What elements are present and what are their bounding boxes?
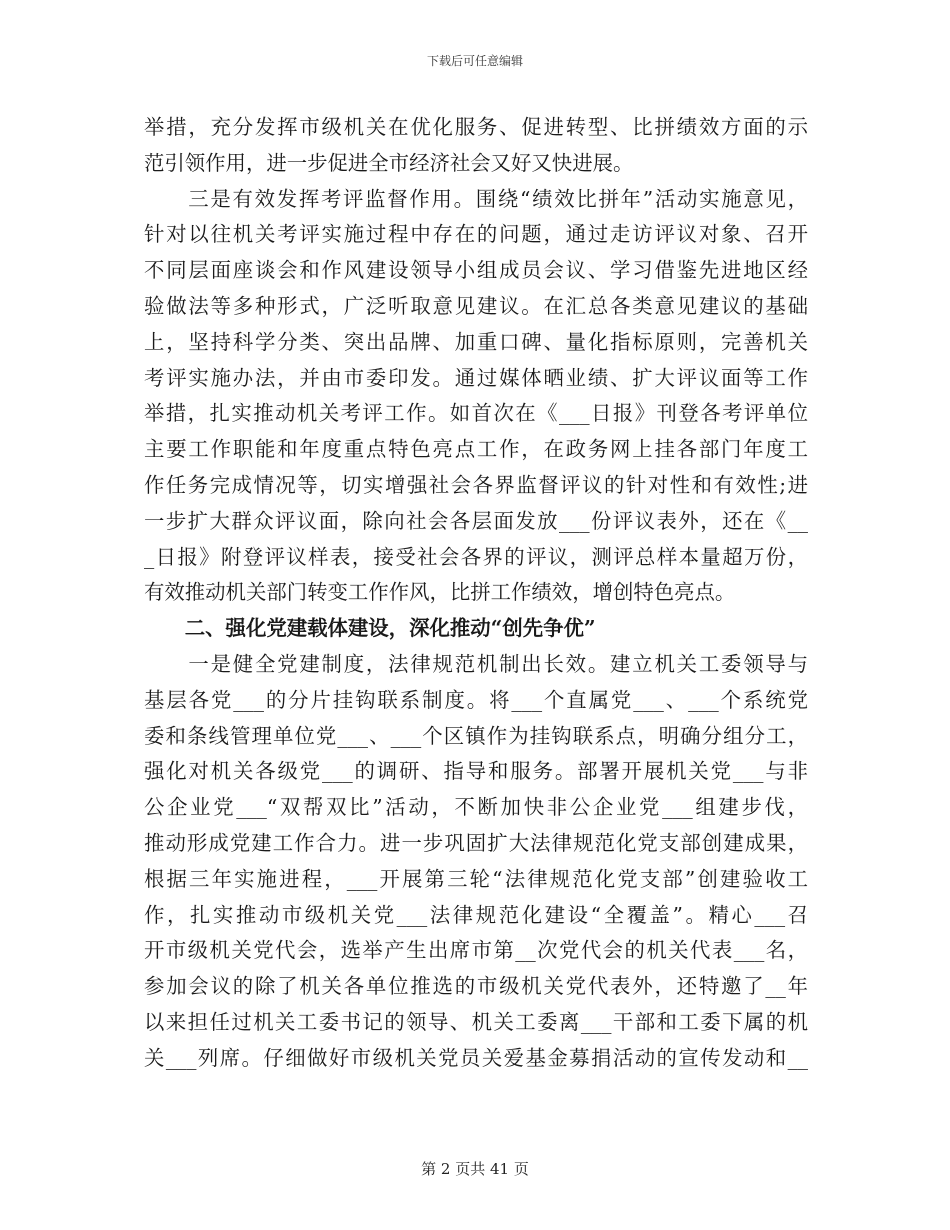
text-line: 有效推动机关部门转变工作作风，比拼工作绩效，增创特色亮点。 <box>144 580 736 605</box>
text-line: 开市级机关党代会，选举产生出席市第__次党代会的机关代表___名， <box>144 938 808 963</box>
text-line: 以来担任过机关工委书记的领导、机关工委离___干部和工委下属的机 <box>144 1009 808 1034</box>
text-line: 范引领作用，进一步促进全市经济社会又好又快进展。 <box>144 150 634 175</box>
text-line: 不同层面座谈会和作风建设领导小组成员会议、学习借鉴先进地区经 <box>144 258 808 283</box>
text-line: 基层各党___的分片挂钩联系制度。将___个直属党___、___个系统党 <box>144 687 808 712</box>
text-line: 委和条线管理单位党___、___个区镇作为挂钩联系点，明确分组分工， <box>144 723 808 748</box>
text-line: 参加会议的除了机关各单位推选的市级机关党代表外，还特邀了__年 <box>144 974 808 999</box>
text-line: 一是健全党建制度，法律规范机制出长效。建立机关工委领导与 <box>144 651 808 676</box>
text-line: 根据三年实施进程，___开展第三轮“法律规范化党支部”创建验收工 <box>144 866 808 891</box>
text-line: 推动形成党建工作合力。进一步巩固扩大法律规范化党支部创建成果， <box>144 830 808 855</box>
text-line: 公企业党___“双帮双比”活动，不断加快非公企业党___组建步伐， <box>144 795 808 820</box>
text-line: 作，扎实推动市级机关党___法律规范化建设“全覆盖”。精心___召 <box>144 902 808 927</box>
text-line: 主要工作职能和年度重点特色亮点工作，在政务网上挂各部门年度工 <box>144 437 808 462</box>
document-body <box>144 110 808 1077</box>
text-line: 针对以往机关考评实施过程中存在的问题，通过走访评议对象、召开 <box>144 222 808 247</box>
text-line: 一步扩大群众评议面，除向社会各层面发放___份评议表外，还在《__ <box>144 508 808 533</box>
text-line: 举措，扎实推动机关考评工作。如首次在《___日报》刊登各考评单位 <box>144 401 808 426</box>
text-line: 三是有效发挥考评监督作用。围绕“绩效比拼年”活动实施意见， <box>144 186 808 211</box>
page-header: 下载后可任意编辑 <box>426 54 523 68</box>
text-line: 强化对机关各级党___的调研、指导和服务。部署开展机关党___与非 <box>144 759 808 784</box>
text-line: 上，坚持科学分类、突出品牌、加重口碑、量化指标原则，完善机关 <box>144 329 808 354</box>
text-line: 作任务完成情况等，切实增强社会各界监督评议的针对性和有效性;进 <box>144 472 808 497</box>
text-line: 关___列席。仔细做好市级机关党员关爱基金募捐活动的宣传发动和__ <box>144 1045 808 1070</box>
page-number: 第 2 页共 41 页 <box>421 1160 529 1178</box>
text-line: 举措，充分发挥市级机关在优化服务、促进转型、比拼绩效方面的示 <box>144 115 808 139</box>
text-line: 验做法等多种形式，广泛听取意见建议。在汇总各类意见建议的基础 <box>144 293 808 318</box>
section-heading: 二、强化党建载体建设，深化推动“创先争优” <box>144 616 596 641</box>
text-line: 考评实施办法，并由市委印发。通过媒体晒业绩、扩大评议面等工作 <box>144 365 808 390</box>
text-line: _日报》附登评议样表，接受社会各界的评议，测评总样本量超万份， <box>144 544 808 569</box>
